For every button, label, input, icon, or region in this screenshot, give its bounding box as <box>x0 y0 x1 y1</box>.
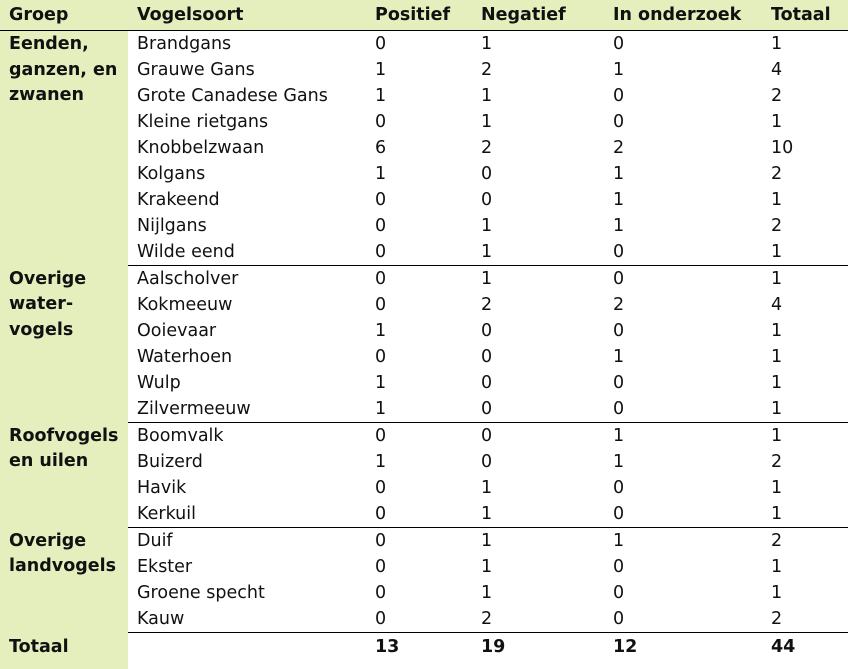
cell-species: Boomvalk <box>128 423 366 450</box>
totals-filler-row <box>0 661 848 669</box>
header-total: Totaal <box>762 0 848 31</box>
cell-negative: 1 <box>472 31 604 58</box>
totals-total: 44 <box>762 633 848 662</box>
cell-total: 1 <box>762 266 848 293</box>
cell-positive: 0 <box>366 580 472 606</box>
cell-negative: 2 <box>472 135 604 161</box>
table-row <box>0 292 848 318</box>
header-positive: Positief <box>366 0 472 31</box>
cell-species: Wulp <box>128 370 366 396</box>
table-row <box>0 449 848 475</box>
cell-species: Grote Canadese Gans <box>128 83 366 109</box>
cell-species: Aalscholver <box>128 266 366 293</box>
totals-species-empty <box>128 633 366 662</box>
cell-investigation: 1 <box>604 423 762 450</box>
cell-species: Wilde eend <box>128 239 366 266</box>
cell-negative: 0 <box>472 449 604 475</box>
cell-positive: 0 <box>366 475 472 501</box>
cell-species: Buizerd <box>128 449 366 475</box>
table-row <box>0 213 848 239</box>
table-body <box>0 31 848 633</box>
cell-species: Kerkuil <box>128 501 366 528</box>
cell-positive: 1 <box>366 449 472 475</box>
totals-investigation: 12 <box>604 633 762 662</box>
cell-total: 1 <box>762 580 848 606</box>
table-row <box>0 161 848 187</box>
table-row <box>0 109 848 135</box>
cell-negative: 0 <box>472 187 604 213</box>
cell-total: 4 <box>762 57 848 83</box>
cell-investigation: 2 <box>604 292 762 318</box>
cell-species: Nijlgans <box>128 213 366 239</box>
header-negative: Negatief <box>472 0 604 31</box>
cell-total: 2 <box>762 449 848 475</box>
cell-total: 1 <box>762 501 848 528</box>
cell-investigation: 1 <box>604 213 762 239</box>
filler-empty <box>128 661 848 669</box>
cell-investigation: 0 <box>604 370 762 396</box>
group-column-filler <box>0 661 128 669</box>
cell-species: Krakeend <box>128 187 366 213</box>
cell-negative: 2 <box>472 606 604 633</box>
cell-investigation: 0 <box>604 396 762 423</box>
cell-total: 1 <box>762 109 848 135</box>
cell-investigation: 2 <box>604 135 762 161</box>
cell-negative: 1 <box>472 266 604 293</box>
cell-investigation: 0 <box>604 475 762 501</box>
cell-species: Duif <box>128 528 366 555</box>
cell-total: 1 <box>762 475 848 501</box>
cell-total: 4 <box>762 292 848 318</box>
cell-investigation: 0 <box>604 83 762 109</box>
cell-total: 1 <box>762 370 848 396</box>
cell-investigation: 0 <box>604 239 762 266</box>
cell-species: Grauwe Gans <box>128 57 366 83</box>
cell-total: 2 <box>762 213 848 239</box>
cell-investigation: 1 <box>604 449 762 475</box>
cell-positive: 0 <box>366 344 472 370</box>
table-row <box>0 370 848 396</box>
group-name: Overige water-vogels <box>0 266 128 423</box>
cell-species: Groene specht <box>128 580 366 606</box>
cell-positive: 0 <box>366 109 472 135</box>
cell-positive: 0 <box>366 187 472 213</box>
cell-investigation: 1 <box>604 528 762 555</box>
cell-investigation: 0 <box>604 266 762 293</box>
cell-investigation: 1 <box>604 344 762 370</box>
cell-species: Zilvermeeuw <box>128 396 366 423</box>
cell-investigation: 1 <box>604 57 762 83</box>
cell-total: 2 <box>762 606 848 633</box>
cell-negative: 2 <box>472 57 604 83</box>
cell-negative: 0 <box>472 370 604 396</box>
cell-total: 1 <box>762 554 848 580</box>
cell-positive: 0 <box>366 239 472 266</box>
table-row <box>0 580 848 606</box>
cell-total: 2 <box>762 528 848 555</box>
table-row <box>0 187 848 213</box>
cell-negative: 1 <box>472 501 604 528</box>
group-name: Overige landvogels <box>0 528 128 633</box>
header-investigation: In onderzoek <box>604 0 762 31</box>
table-row <box>0 528 848 555</box>
cell-investigation: 0 <box>604 501 762 528</box>
cell-negative: 0 <box>472 318 604 344</box>
table-row <box>0 57 848 83</box>
cell-investigation: 1 <box>604 161 762 187</box>
cell-positive: 1 <box>366 370 472 396</box>
cell-positive: 0 <box>366 31 472 58</box>
cell-investigation: 0 <box>604 318 762 344</box>
cell-positive: 0 <box>366 606 472 633</box>
table-row <box>0 31 848 58</box>
cell-species: Havik <box>128 475 366 501</box>
cell-negative: 0 <box>472 396 604 423</box>
cell-species: Kolgans <box>128 161 366 187</box>
cell-positive: 1 <box>366 57 472 83</box>
table-row <box>0 239 848 266</box>
cell-negative: 0 <box>472 423 604 450</box>
cell-negative: 1 <box>472 83 604 109</box>
cell-species: Kleine rietgans <box>128 109 366 135</box>
cell-positive: 0 <box>366 554 472 580</box>
cell-positive: 1 <box>366 396 472 423</box>
table-row <box>0 606 848 633</box>
totals-label: Totaal <box>0 633 128 662</box>
cell-species: Ekster <box>128 554 366 580</box>
table-row <box>0 475 848 501</box>
cell-total: 1 <box>762 239 848 266</box>
cell-total: 1 <box>762 423 848 450</box>
cell-species: Kokmeeuw <box>128 292 366 318</box>
cell-species: Brandgans <box>128 31 366 58</box>
cell-negative: 1 <box>472 528 604 555</box>
cell-investigation: 0 <box>604 31 762 58</box>
cell-positive: 1 <box>366 318 472 344</box>
group-name: Roofvogels en uilen <box>0 423 128 528</box>
cell-species: Knobbelzwaan <box>128 135 366 161</box>
cell-positive: 0 <box>366 423 472 450</box>
cell-positive: 0 <box>366 528 472 555</box>
header-species: Vogelsoort <box>128 0 366 31</box>
cell-negative: 1 <box>472 109 604 135</box>
cell-total: 1 <box>762 396 848 423</box>
table-row <box>0 266 848 293</box>
header-group: Groep <box>0 0 128 31</box>
cell-total: 1 <box>762 187 848 213</box>
cell-positive: 0 <box>366 292 472 318</box>
table-row <box>0 344 848 370</box>
cell-species: Ooievaar <box>128 318 366 344</box>
cell-positive: 6 <box>366 135 472 161</box>
cell-positive: 1 <box>366 161 472 187</box>
cell-positive: 0 <box>366 266 472 293</box>
table-row <box>0 318 848 344</box>
cell-positive: 1 <box>366 83 472 109</box>
cell-total: 1 <box>762 31 848 58</box>
cell-investigation: 1 <box>604 187 762 213</box>
cell-negative: 0 <box>472 161 604 187</box>
cell-species: Kauw <box>128 606 366 633</box>
table-row <box>0 423 848 450</box>
cell-positive: 0 <box>366 501 472 528</box>
cell-negative: 0 <box>472 344 604 370</box>
cell-negative: 1 <box>472 475 604 501</box>
totals-positive: 13 <box>366 633 472 662</box>
table-row <box>0 135 848 161</box>
table-row <box>0 501 848 528</box>
table-header <box>0 0 848 31</box>
cell-total: 2 <box>762 83 848 109</box>
cell-negative: 1 <box>472 239 604 266</box>
cell-total: 2 <box>762 161 848 187</box>
cell-negative: 1 <box>472 554 604 580</box>
table-footer <box>0 633 848 669</box>
cell-negative: 1 <box>472 213 604 239</box>
totals-row <box>0 633 848 662</box>
cell-negative: 1 <box>472 580 604 606</box>
cell-investigation: 0 <box>604 606 762 633</box>
totals-negative: 19 <box>472 633 604 662</box>
cell-species: Waterhoen <box>128 344 366 370</box>
header-row <box>0 0 848 31</box>
cell-positive: 0 <box>366 213 472 239</box>
cell-investigation: 0 <box>604 580 762 606</box>
cell-negative: 2 <box>472 292 604 318</box>
table-row <box>0 554 848 580</box>
cell-total: 1 <box>762 318 848 344</box>
table-row <box>0 396 848 423</box>
cell-investigation: 0 <box>604 109 762 135</box>
group-name: Eenden, ganzen, en zwanen <box>0 31 128 266</box>
cell-investigation: 0 <box>604 554 762 580</box>
table-row <box>0 83 848 109</box>
cell-total: 10 <box>762 135 848 161</box>
cell-total: 1 <box>762 344 848 370</box>
